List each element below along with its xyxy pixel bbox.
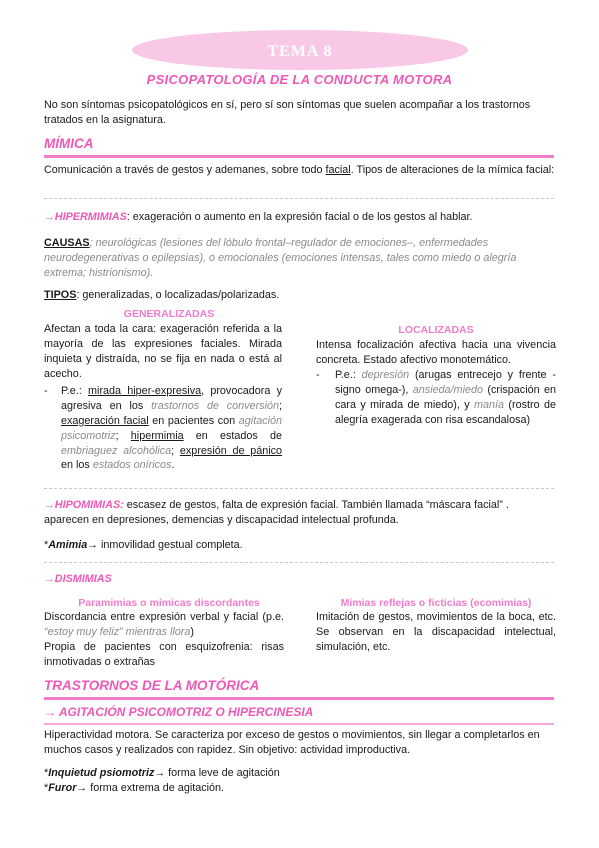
causas-paragraph: CAUSAS; neurológicas (lesiones del lóbulo frontal–regulador de emociones–, enfermedades neurodegenerativas o epilepsias), o emocionales (emociones intensas, tales como miedo o alegría extrema; histrionismo).: [44, 237, 517, 279]
section-heading-motorica: TRASTORNOS DE LA MOTÓRICA: [44, 677, 554, 700]
furor-line: *Furor→ forma extrema de agitación.: [44, 782, 225, 794]
localizadas-examples: P.e.: depresión (arugas entrecejo y frente -signo omega-), ansieda/miedo (crispación en cara y mirada de miedo), y manía (rostro de alegría exagerada con risa escandalosa): [335, 369, 557, 426]
agitacion-paragraph: Hiperactividad motora. Se caracteriza por exceso de gestos o movimientos, sin llegar a completarlos en muchos casos y realizados con rapidez. Sin objetivo: actividad improductiva.: [44, 729, 540, 756]
tipos-label: TIPOS: [44, 289, 77, 301]
bullet-dash: -: [316, 369, 320, 381]
paramimias-text: Discordancia entre expresión verbal y facial (p.e. “estoy muy feliz” mientras llora) Propia de pacientes con esquizofrenia: risas inmotivadas o extrañas: [44, 611, 284, 668]
divider: [44, 562, 554, 563]
hipomimias-paragraph: →HIPOMIMIAS: escasez de gestos, falta de expresión facial. También llamada “máscara facial” . aparecen en depresiones, demencias y discapacidad intelectual profunda.: [44, 499, 509, 526]
generalizadas-heading: GENERALIZADAS: [123, 308, 215, 320]
section-heading-mimica: MÍMICA: [44, 135, 554, 158]
divider: [44, 488, 554, 489]
ecomimias-text: Imitación de gestos, movimientos de la boca, etc. Se observan en la discapacidad intelectual, simulación, etc.: [316, 611, 556, 653]
agitacion-heading: → AGITACIÓN PSICOMOTRIZ O HIPERCINESIA: [44, 704, 554, 725]
ecomimias-heading: Mimias reflejas o ficticias (ecomimias): [340, 597, 532, 609]
bullet-dash: -: [44, 385, 48, 397]
localizadas-text: Intensa focalización afectiva hacia una vivencia concreta. Estado afectivo monotemático.: [316, 339, 556, 366]
hipomimias-label: →HIPOMIMIAS:: [44, 499, 124, 511]
dismimias-label: →DISMIMIAS: [44, 573, 112, 585]
hipermimias-line: →HIPERMIMIAS: exageración o aumento en la expresión facial o de los gestos al hablar.: [44, 211, 473, 223]
tipos-paragraph: TIPOS: generalizadas, o localizadas/polarizadas.: [44, 289, 280, 301]
page-subtitle: PSICOPATOLOGÍA DE LA CONDUCTA MOTORA: [146, 72, 453, 87]
localizadas-heading: LOCALIZADAS: [398, 324, 474, 336]
amimia-line: *Amimia→ inmovilidad gestual completa.: [44, 539, 243, 551]
inquietud-line: *Inquietud psiomotriz→ forma leve de agitación: [44, 767, 280, 779]
intro-paragraph: No son síntomas psicopatológicos en sí, pero sí son síntomas que suelen acompañar a los trastornos tratados en la asignatura.: [44, 99, 531, 126]
paramimias-heading: Paramimias o mímicas discordantes: [78, 597, 260, 609]
generalizadas-text: Afectan a toda la cara: exageración referida a la mayoría de las expresiones faciales. Mirada inquieta y distraída, no se fija en nada o está al acecho.: [44, 323, 282, 380]
facial-underlined: facial: [325, 164, 351, 176]
mimica-intro: Comunicación a través de gestos y ademanes, sobre todo facial. Tipos de alteraciones de la mímica facial:: [44, 164, 555, 176]
causas-label: CAUSAS: [44, 237, 90, 249]
divider: [44, 198, 554, 199]
dismimias-line: [44, 572, 556, 587]
hipermimias-label: →HIPERMIMIAS: [44, 211, 127, 223]
page-title: TEMA 8: [267, 43, 333, 60]
generalizadas-examples: P.e.: mirada hiper-expresiva, provocadora y agresiva en los trastornos de conversión; exageración facial en pacientes con agitación psicomotriz; hipermimia en estados de embriaguez alcohólica; expresión de pánico en los estados oníricos.: [61, 385, 283, 472]
